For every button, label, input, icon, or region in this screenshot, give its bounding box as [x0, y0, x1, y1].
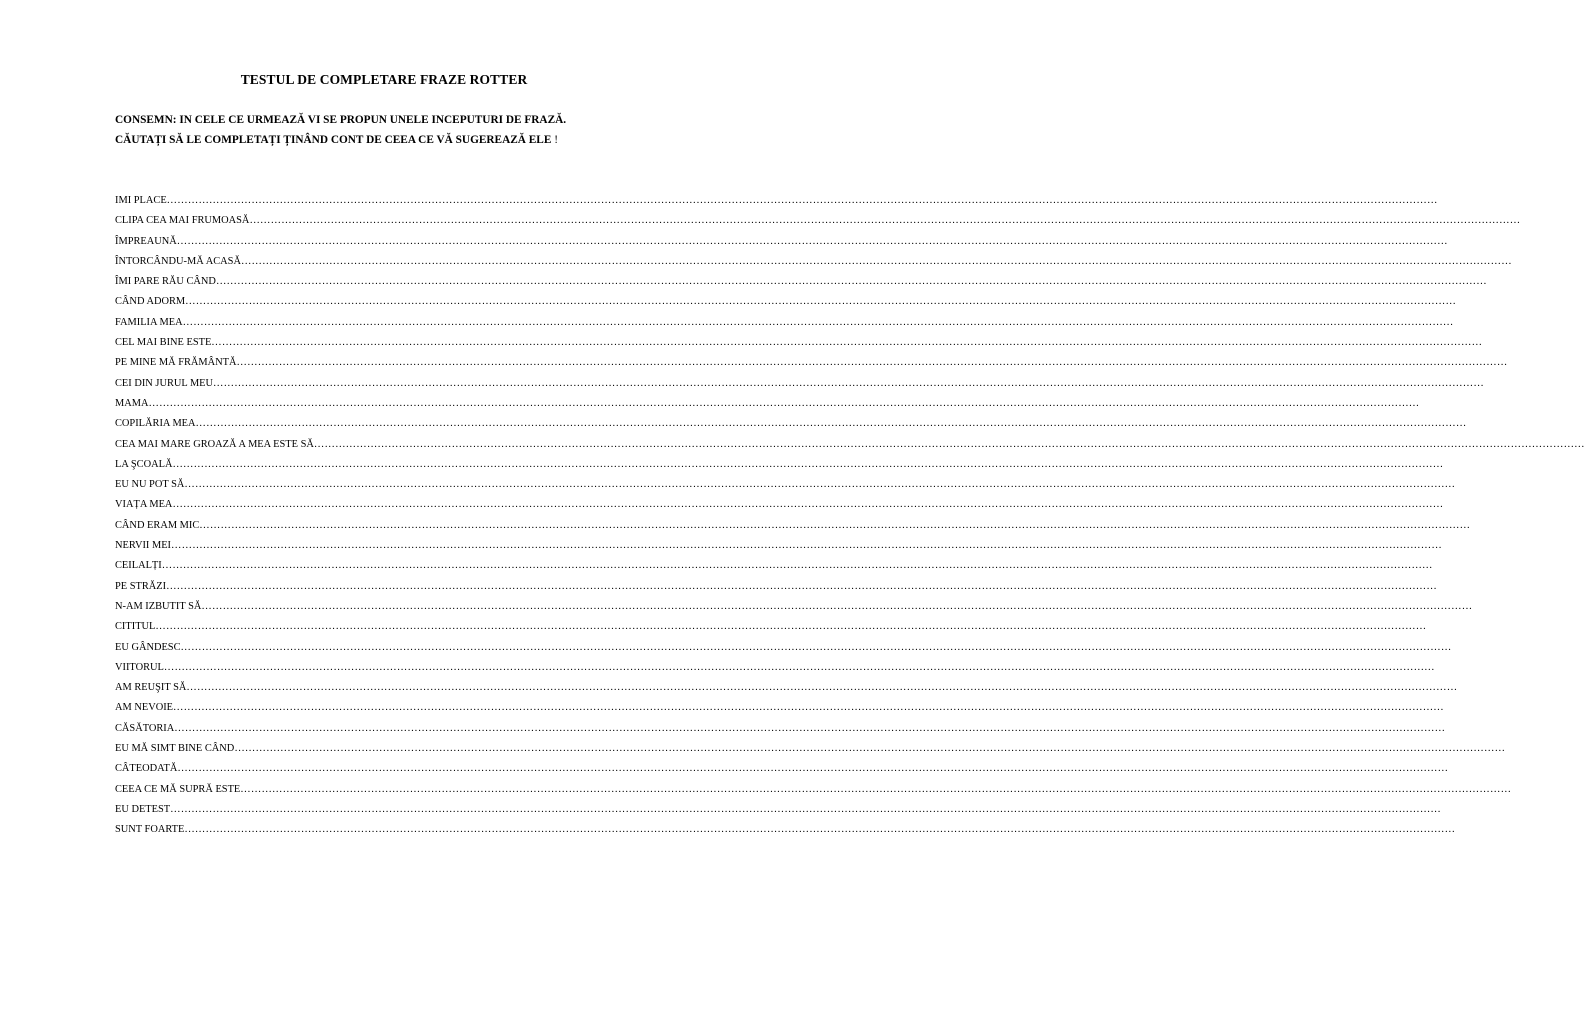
sentence-stem-line — [115, 435, 1585, 455]
sentence-stem-line — [115, 292, 1457, 312]
sentence-stem-text: COPILĂRIA MEA — [115, 418, 196, 430]
sentence-stem-line — [115, 820, 1456, 840]
sentence-stem-line — [115, 333, 1483, 353]
completion-dotted-leader: ……………………………………………………………………………………………………………………………………………………………………………………………………………………………………………………………………………………………………………………………… — [186, 682, 1458, 694]
sentence-stem-line — [115, 191, 1438, 211]
sentence-stem-line — [115, 414, 1467, 434]
sentence-stem-text: CÂTEODATĂ — [115, 763, 178, 775]
sentence-stem-line — [115, 638, 1452, 658]
instructions-line-1: CONSEMN: IN CELE CE URMEAZĂ VI SE PROPUN UNELE INCEPUTURI DE FRAZĂ. — [115, 114, 567, 126]
completion-dotted-leader: ……………………………………………………………………………………………………………………………………………………………………………………………………………………………………………………………………………………………………………………………… — [184, 479, 1456, 491]
sentence-stem-line — [115, 698, 1444, 718]
completion-dotted-leader: ……………………………………………………………………………………………………………………………………………………………………………………………………………………………………………………………………………………………………………………………… — [240, 783, 1512, 795]
sentence-stem-line — [115, 394, 1420, 414]
instructions-exclamation: ! — [554, 134, 558, 146]
sentence-stem-line — [115, 658, 1435, 678]
completion-dotted-leader: ……………………………………………………………………………………………………………………………………………………………………………………………………………………………………………………………………………………………………………………………… — [182, 316, 1454, 328]
sentence-stem-text: EU MĂ SIMT BINE CÂND — [115, 743, 235, 755]
sentence-stem-line — [115, 597, 1473, 617]
sentence-stem-line — [115, 617, 1427, 637]
completion-dotted-leader: ……………………………………………………………………………………………………………………………………………………………………………………………………………………………………………………………………………………………………………………………… — [180, 641, 1452, 653]
sentence-stem-line — [115, 556, 1433, 576]
completion-dotted-leader: ……………………………………………………………………………………………………………………………………………………………………………………………………………………………………………………………………………………………………………………………… — [185, 296, 1457, 308]
completion-dotted-leader: ……………………………………………………………………………………………………………………………………………………………………………………………………………………………………………………………………………………………………………………………… — [170, 803, 1441, 815]
sentence-stem-line — [115, 232, 1448, 252]
completion-dotted-leader: ……………………………………………………………………………………………………………………………………………………………………………………………………………………………………………………………………………………………………………………………… — [313, 438, 1585, 450]
completion-dotted-leader: ……………………………………………………………………………………………………………………………………………………………………………………………………………………………………………………………………………………………………………………………… — [234, 743, 1506, 755]
sentence-stem-text: NERVII MEI — [115, 540, 172, 552]
sentence-stem-text: SUNT FOARTE — [115, 824, 185, 836]
sentence-stem-line — [115, 739, 1506, 759]
sentence-stem-line — [115, 678, 1458, 698]
sentence-stem-line — [115, 475, 1456, 495]
completion-dotted-leader: ……………………………………………………………………………………………………………………………………………………………………………………………………………………………………………………………………………………………………………………………… — [213, 377, 1484, 389]
sentence-stem-text: CITITUL — [115, 621, 156, 633]
instructions-line-2-text: CĂUTAȚI SĂ LE COMPLETAȚI ȚINÂND CONT DE CEEA CE VĂ SUGEREAZĂ ELE — [115, 134, 552, 146]
completion-dotted-leader: ……………………………………………………………………………………………………………………………………………………………………………………………………………………………………………………………………………………………………………………………… — [172, 499, 1444, 511]
completion-dotted-leader: ……………………………………………………………………………………………………………………………………………………………………………………………………………………………………………………………………………………………………………………………… — [172, 458, 1444, 470]
sentence-stem-text: PE STRĂZI — [115, 580, 167, 592]
completion-dotted-leader: ……………………………………………………………………………………………………………………………………………………………………………………………………………………………………………………………………………………………………………………………… — [249, 215, 1521, 227]
sentence-stem-text: N-AM IZBUTIT SĂ — [115, 600, 202, 612]
completion-dotted-leader: ……………………………………………………………………………………………………………………………………………………………………………………………………………………………………………………………………………………………………………………………… — [155, 621, 1427, 633]
instructions-line-2 — [115, 130, 675, 150]
sentence-stem-line — [115, 577, 1437, 597]
completion-dotted-leader: ……………………………………………………………………………………………………………………………………………………………………………………………………………………………………………………………………………………………………………………………… — [240, 255, 1512, 267]
sentence-stem-text: CEILALȚI — [115, 560, 162, 572]
sentence-stem-line — [115, 516, 1471, 536]
instructions-block — [115, 110, 675, 150]
completion-dotted-leader: ……………………………………………………………………………………………………………………………………………………………………………………………………………………………………………………………………………………………………………………………… — [236, 357, 1508, 369]
sentence-stem-text: CÂND ADORM — [115, 296, 186, 308]
sentence-stem-text: ÎMI PARE RĂU CÂND — [115, 276, 216, 288]
sentence-stem-line — [115, 495, 1444, 515]
completion-dotted-leader: ……………………………………………………………………………………………………………………………………………………………………………………………………………………………………………………………………………………………………………………………… — [173, 702, 1444, 714]
sentence-stem-text: LA ŞCOALĂ — [115, 458, 173, 470]
completion-dotted-leader: ……………………………………………………………………………………………………………………………………………………………………………………………………………………………………………………………………………………………………………………………… — [199, 519, 1471, 531]
completion-dotted-leader: ……………………………………………………………………………………………………………………………………………………………………………………………………………………………………………………………………………………………………………………………… — [201, 600, 1473, 612]
completion-dotted-leader: ……………………………………………………………………………………………………………………………………………………………………………………………………………………………………………………………………………………………………………………………… — [184, 824, 1456, 836]
sentence-stem-line — [115, 800, 1441, 820]
completion-dotted-leader: ……………………………………………………………………………………………………………………………………………………………………………………………………………………………………………………………………………………………………………………………… — [195, 418, 1467, 430]
completion-dotted-leader: ……………………………………………………………………………………………………………………………………………………………………………………………………………………………………………………………………………………………………………………………… — [148, 397, 1420, 409]
sentence-stem-text: ÎNTORCÂNDU-MĂ ACASĂ — [115, 255, 241, 267]
sentence-stem-text: AM REUŞIT SĂ — [115, 682, 187, 694]
sentence-stem-line — [115, 252, 1512, 272]
sentence-stem-line — [115, 455, 1444, 475]
sentence-stem-line — [115, 272, 1487, 292]
sentence-stem-line — [115, 780, 1512, 800]
sentence-stem-line — [115, 211, 1521, 231]
completion-dotted-leader: ……………………………………………………………………………………………………………………………………………………………………………………………………………………………………………………………………………………………………………………………… — [211, 337, 1483, 349]
sentence-stem-text: CLIPA CEA MAI FRUMOASĂ — [115, 215, 250, 227]
sentence-stem-line — [115, 313, 1454, 333]
sentence-stem-text: PE MINE MĂ FRĂMÂNTĂ — [115, 357, 237, 369]
completion-dotted-leader: ……………………………………………………………………………………………………………………………………………………………………………………………………………………………………………………………………………………………………………………………… — [215, 276, 1487, 288]
sentence-stem-text: CEL MAI BINE ESTE — [115, 337, 212, 349]
completion-dotted-leader: ……………………………………………………………………………………………………………………………………………………………………………………………………………………………………………………………………………………………………………………………… — [171, 540, 1442, 552]
sentence-stem-line — [115, 719, 1446, 739]
sentence-stem-line — [115, 759, 1449, 779]
completion-dotted-leader: ……………………………………………………………………………………………………………………………………………………………………………………………………………………………………………………………………………………………………………………………… — [163, 661, 1435, 673]
sentence-stem-text: CÂND ERAM MIC — [115, 519, 200, 531]
sentence-stem-text: CĂSĂTORIA — [115, 722, 175, 734]
sentence-stem-text: VIAȚA MEA — [115, 499, 173, 511]
completion-dotted-leader: ……………………………………………………………………………………………………………………………………………………………………………………………………………………………………………………………………………………………………………………………… — [166, 580, 1437, 592]
sentence-stem-text: EU DETEST — [115, 803, 171, 815]
sentence-stem-text: FAMILIA MEA — [115, 316, 183, 328]
sentence-stem-text: EU GÂNDESC — [115, 641, 181, 653]
completion-dotted-leader: ……………………………………………………………………………………………………………………………………………………………………………………………………………………………………………………………………………………………………………………………… — [174, 722, 1446, 734]
completion-dotted-leader: ……………………………………………………………………………………………………………………………………………………………………………………………………………………………………………………………………………………………………………………………… — [177, 763, 1449, 775]
sentence-stem-text: CEEA CE MĂ SUPRĂ ESTE — [115, 783, 241, 795]
sentence-completion-list — [115, 191, 1585, 841]
sentence-stem-text: AM NEVOIE — [115, 702, 174, 714]
sentence-stem-text: CEA MAI MARE GROAZĂ A MEA ESTE SĂ — [115, 438, 314, 450]
document-title: TESTUL DE COMPLETARE FRAZE ROTTER — [240, 72, 528, 87]
sentence-stem-line — [115, 374, 1484, 394]
completion-dotted-leader: ……………………………………………………………………………………………………………………………………………………………………………………………………………………………………………………………………………………………………………………………… — [166, 195, 1438, 206]
sentence-stem-text: IMI PLACE — [115, 195, 167, 206]
sentence-stem-line — [115, 536, 1442, 556]
sentence-stem-text: EU NU POT SĂ — [115, 479, 185, 491]
completion-dotted-leader: ……………………………………………………………………………………………………………………………………………………………………………………………………………………………………………………………………………………………………………………………… — [176, 235, 1448, 247]
sentence-stem-text: CEI DIN JURUL MEU — [115, 377, 214, 389]
completion-dotted-leader: ……………………………………………………………………………………………………………………………………………………………………………………………………………………………………………………………………………………………………………………………… — [161, 560, 1433, 572]
sentence-stem-text: VIITORUL — [115, 661, 164, 673]
sentence-stem-line — [115, 353, 1508, 373]
sentence-stem-text: MAMA — [115, 397, 149, 409]
sentence-stem-text: ÎMPREAUNĂ — [115, 235, 177, 247]
